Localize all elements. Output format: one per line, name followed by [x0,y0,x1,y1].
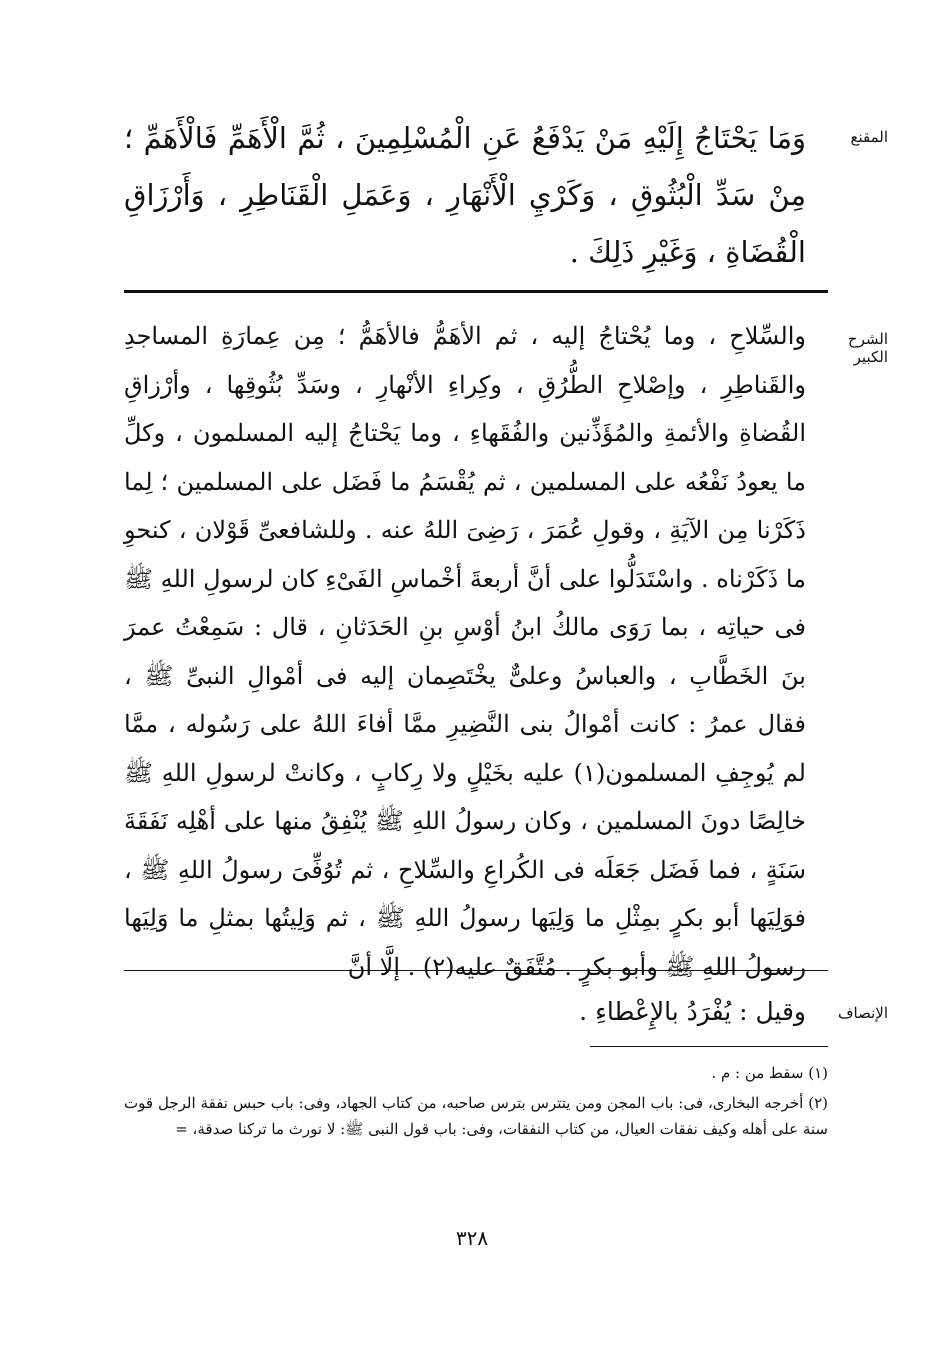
footnote-2: (٢) أخرجه البخارى، فى: باب المجن ومن يتترس بترس صاحبه، من كتاب الجهاد، وفى: باب حبس نفقة الرجل قوت سنة على أهله وكيف نفقات العيال، من كتاب النفقات، وفى: باب قول النبى ﷺ: لا نورث ما تركنا صدقة، = [124,1094,828,1138]
footnote-1: (١) سقط من : م . [711,1064,828,1082]
section-divider-top [124,290,828,293]
sharh-label: الشرح الكبير [847,330,888,366]
section-divider-bottom [124,970,828,971]
mughni-section [124,96,888,286]
sharh-text: والسِّلاحِ ، وما يُحْتاجُ إليه ، ثم الأهَمُّ فالأهَمُّ ؛ مِن عِمارَةِ المساجدِ والقَناطِرِ ، وإصْلاحِ الطُّرُقِ ، وكِراءِ الأنْهارِ ، وسَدِّ بُثُوقِها ، وأرْزاقِ القُضاةِ والأئمةِ والمُؤَذِّنين والفُقَهاءِ ، وما يَحْتاجُ إليه المسلمون ، وكلِّ ما يعودُ نَفْعُه على المسلمين ، ثم يُقْسَمُ ما فَضَل على المسلمين ؛ لِما ذَكَرْنا مِن الآيَةِ ، وقولِ عُمَرَ ، رَضِىَ اللهُ عنه . وللشافعىِّ قَوْلان ، كنحوِ ما ذَكَرْناه . واسْتَدَلُّوا على أنَّ أربعةَ أخْماسِ الفَىْءِ كان لرسولِ اللهِ ﷺ فى حياتِه ، بما رَوَى مالكُ ابنُ أوْسِ بنِ الحَدَثانِ ، قال : سَمِعْتُ عمرَ بنَ الخَطَّابِ ، والعباسُ وعلىٌّ يخْتَصِمان إليه فى أمْوالِ النبىِّ ﷺ ، فقال عمرُ : كانت أمْوالُ بنى النَّضِيرِ ممَّا أفاءَ اللهُ على رَسُوله ، ممَّا لم يُوجِفِ المسلمون(١) عليه بخَيْلٍ ولا رِكابٍ ، وكانتْ لرسولِ اللهِ ﷺ خالِصًا دونَ المسلمين ، وكان رسولُ اللهِ ﷺ يُنْفِقُ منها على أهْلِه نَفَقَةَ سَنَةٍ ، فما فَضَل جَعَلَه فى الكُراعِ والسِّلاحِ ، ثم تُوُفِّىَ رسولُ اللهِ ﷺ ، فوَلِيَها أبو بكرٍ بمِثْلِ ما وَلِيَها رسولُ اللهِ ﷺ ، ثم وَلِيتُها بمثلِ ما وَلِيَها رسولُ اللهِ ﷺ وأبو بكرٍ . مُتَّفَقٌ عليه(٢) . إلَّا أنَّ [124,322,807,981]
footnotes [124,1060,828,1142]
insaf-label: الإنصاف [837,1004,888,1022]
footnote-divider [590,1046,828,1047]
sharh-section [124,312,888,981]
insaf-text: وقيل : يُفْرَدُ بالإِعْطاءِ . [579,997,806,1026]
insaf-section [124,992,888,1032]
mughni-text: وَمَا يَحْتَاجُ إِلَيْهِ مَنْ يَدْفَعُ عَنِ الْمُسْلِمِينَ ، ثُمَّ الْأَهَمِّ فَالْأَهَمِّ ؛ مِنْ سَدِّ الْبُثُوقِ ، وَكَرْيِ الْأَنْهَارِ ، وَعَمَلِ الْقَنَاطِرِ ، وَأَرْزَاقِ الْقُضَاةِ ، وَغَيْرِ ذَلِكَ . [124,121,806,269]
mughni-label: المقنع [850,128,888,146]
page-number: ٣٢٨ [455,1226,489,1250]
